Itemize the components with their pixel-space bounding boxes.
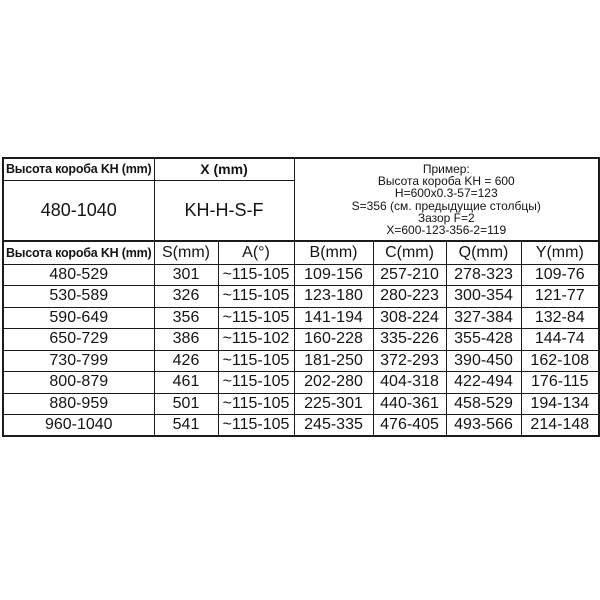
- cell-q: 278-323: [446, 264, 521, 286]
- table-row: [3, 307, 599, 329]
- cell-q: 390-450: [446, 350, 521, 372]
- cell-a: ~115-105: [218, 372, 294, 394]
- header-a: A(°): [218, 241, 294, 264]
- cell-b: 109-156: [294, 264, 373, 286]
- example-line: Зазор F=2: [417, 210, 475, 225]
- cell-y: 176-115: [521, 372, 599, 394]
- cell-kh: 800-879: [3, 372, 154, 394]
- cell-a: ~115-105: [218, 307, 294, 329]
- table-row: [3, 350, 599, 372]
- cell-c: 335-226: [373, 329, 446, 351]
- cell-b: 245-335: [294, 415, 373, 437]
- header-y: Y(mm): [521, 241, 599, 264]
- example-line: Высота короба KH = 600: [377, 174, 515, 189]
- cell-q: 422-494: [446, 372, 521, 394]
- cell-y: 109-76: [521, 264, 599, 286]
- table-row: [3, 329, 599, 351]
- cell-y: 132-84: [521, 307, 599, 329]
- cell-s: 461: [154, 372, 218, 394]
- cell-kh: 530-589: [3, 286, 154, 308]
- cell-s: 541: [154, 415, 218, 437]
- main-header-row: [3, 241, 599, 264]
- kh-range-value: 480-1040: [3, 180, 154, 241]
- cell-b: 225-301: [294, 393, 373, 415]
- cell-c: 372-293: [373, 350, 446, 372]
- example-line: X=600-123-356-2=119: [386, 222, 507, 237]
- cell-y: 194-134: [521, 393, 599, 415]
- cell-kh: 480-529: [3, 264, 154, 286]
- cell-c: 404-318: [373, 372, 446, 394]
- cell-a: ~115-105: [218, 393, 294, 415]
- header-b: B(mm): [294, 241, 373, 264]
- cell-s: 426: [154, 350, 218, 372]
- cell-s: 501: [154, 393, 218, 415]
- example-line: H=600x0.3-57=123: [394, 186, 498, 201]
- cell-kh: 730-799: [3, 350, 154, 372]
- header-s: S(mm): [154, 241, 218, 264]
- cell-kh: 960-1040: [3, 415, 154, 437]
- cell-q: 327-384: [446, 307, 521, 329]
- cell-s: 301: [154, 264, 218, 286]
- header-q: Q(mm): [446, 241, 521, 264]
- table-row: [3, 393, 599, 415]
- cell-s: 326: [154, 286, 218, 308]
- cell-a: ~115-105: [218, 415, 294, 437]
- example-cell: [294, 158, 599, 241]
- header-c: C(mm): [373, 241, 446, 264]
- table-row: [3, 372, 599, 394]
- cell-b: 202-280: [294, 372, 373, 394]
- cell-q: 458-529: [446, 393, 521, 415]
- spec-table: [2, 157, 600, 437]
- table-row: [3, 264, 599, 286]
- cell-b: 181-250: [294, 350, 373, 372]
- x-formula-value: KH-H-S-F: [154, 180, 294, 241]
- cell-a: ~115-105: [218, 350, 294, 372]
- table-row: [3, 415, 599, 437]
- cell-y: 121-77: [521, 286, 599, 308]
- cell-kh: 650-729: [3, 329, 154, 351]
- example-line: Пример:: [422, 162, 470, 177]
- cell-y: 144-74: [521, 329, 599, 351]
- cell-q: 300-354: [446, 286, 521, 308]
- cell-c: 476-405: [373, 415, 446, 437]
- header-kh: Высота короба KH (mm): [3, 241, 154, 264]
- cell-kh: 590-649: [3, 307, 154, 329]
- cell-b: 141-194: [294, 307, 373, 329]
- cell-c: 440-361: [373, 393, 446, 415]
- cell-s: 386: [154, 329, 218, 351]
- cell-s: 356: [154, 307, 218, 329]
- example-line: S=356 (см. предыдущие столбцы): [351, 198, 541, 213]
- top-header-kh: Высота короба KH (mm): [3, 158, 154, 180]
- cell-y: 162-108: [521, 350, 599, 372]
- table-row: [3, 286, 599, 308]
- cell-kh: 880-959: [3, 393, 154, 415]
- cell-c: 308-224: [373, 307, 446, 329]
- cell-b: 160-228: [294, 329, 373, 351]
- cell-y: 214-148: [521, 415, 599, 437]
- top-header-x: X (mm): [154, 158, 294, 180]
- cell-a: ~115-105: [218, 264, 294, 286]
- cell-b: 123-180: [294, 286, 373, 308]
- cell-c: 257-210: [373, 264, 446, 286]
- top-header-row: [3, 158, 599, 180]
- cell-q: 355-428: [446, 329, 521, 351]
- cell-q: 493-566: [446, 415, 521, 437]
- cell-c: 280-223: [373, 286, 446, 308]
- cell-a: ~115-105: [218, 286, 294, 308]
- cell-a: ~115-102: [218, 329, 294, 351]
